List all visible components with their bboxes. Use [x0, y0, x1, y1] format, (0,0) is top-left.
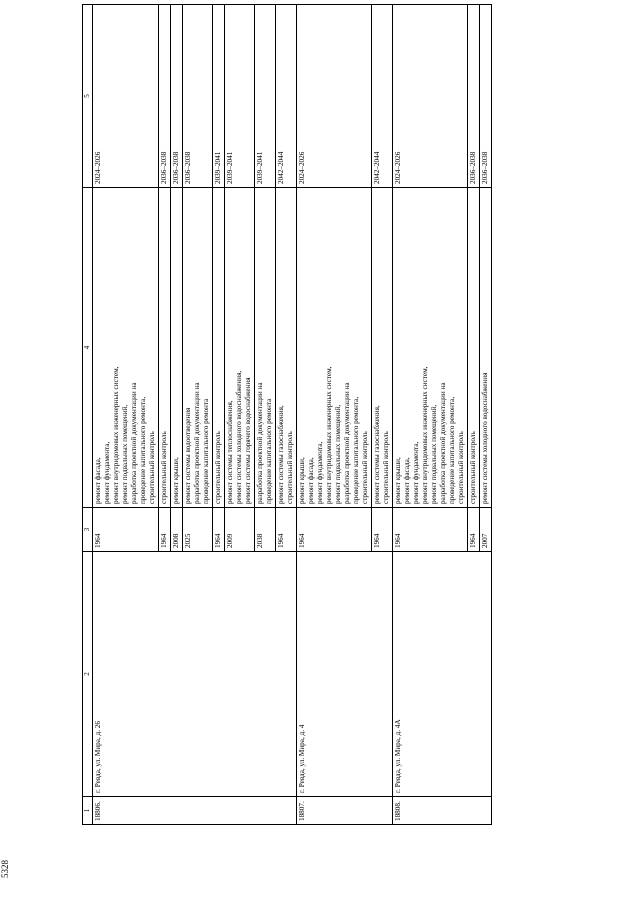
address: г. Ревда, ул. Мира, д. 26	[93, 552, 297, 797]
row-number: 18807.	[297, 797, 393, 825]
works-list: строительный контроль	[468, 188, 480, 508]
works-list: ремонт системы газоснабжения, строительный контроль	[276, 188, 297, 508]
column-number: 4	[83, 188, 93, 508]
period: 2036–2038	[171, 5, 183, 188]
works-list: строительный контроль	[213, 188, 225, 508]
period: 2039–2041	[255, 5, 276, 188]
year: 1964	[276, 508, 297, 552]
table-row	[93, 5, 159, 825]
table-row	[393, 5, 468, 825]
year: 2025	[183, 508, 213, 552]
period: 2024–2026	[393, 5, 468, 188]
period: 2024–2026	[297, 5, 372, 188]
period: 2036–2038	[480, 5, 492, 188]
period: 2024–2026	[93, 5, 159, 188]
year: 1964	[372, 508, 393, 552]
works-list: ремонт крыши,	[171, 188, 183, 508]
period: 2042–2044	[372, 5, 393, 188]
works-list: ремонт крыши, ремонт фасада, ремонт фундамента, ремонт внутридомовых инженерных систем, ремонт подвальных помещений, разработка проектной документации на проведение капитального ремонта, строительный контроль	[393, 188, 468, 508]
year: 1964	[393, 508, 468, 552]
works-list: ремонт крыши, ремонт фасада, ремонт фундамента, ремонт внутридомовых инженерных систем, ремонт подвальных помещений, разработка проектной документации на проведение капитального ремонта, строительный контроль	[297, 188, 372, 508]
year: 2007	[480, 508, 492, 552]
year: 1964	[213, 508, 225, 552]
column-number: 3	[83, 508, 93, 552]
year: 1964	[468, 508, 480, 552]
works-list: строительный контроль	[159, 188, 171, 508]
period: 2042–2044	[276, 5, 297, 188]
row-number: 18808.	[393, 797, 492, 825]
works-list: ремонт системы газоснабжения, строительный контроль	[372, 188, 393, 508]
works-list: ремонт системы холодного водоснабжения	[480, 188, 492, 508]
column-number: 5	[83, 5, 93, 188]
page-number: 5328	[0, 860, 10, 878]
address: г. Ревда, ул. Мира, д. 4	[297, 552, 393, 797]
works-list: ремонт фасада, ремонт фундамента, ремонт внутридомовых инженерных систем, ремонт подвальных помещений, разработка проектной документации на проведение капитального ремонта, строительный контроль	[93, 188, 159, 508]
period: 2036–2038	[159, 5, 171, 188]
works-list: разработка проектной документации на проведение капитального ремонта	[255, 188, 276, 508]
address: г. Ревда, ул. Мира, д. 4А	[393, 552, 492, 797]
rotated-table-container	[82, 5, 614, 825]
year: 1964	[159, 508, 171, 552]
period: 2036–2038	[468, 5, 480, 188]
year: 2038	[255, 508, 276, 552]
works-list: ремонт системы теплоснабжения, ремонт системы холодного водоснабжения, ремонт системы горячего водоснабжения	[225, 188, 255, 508]
year: 1964	[297, 508, 372, 552]
column-number: 2	[83, 552, 93, 797]
year: 2009	[225, 508, 255, 552]
works-list: ремонт системы водоотведения разработка проектной документации на проведение капитального ремонта	[183, 188, 213, 508]
period: 2036–2038	[183, 5, 213, 188]
year: 2008	[171, 508, 183, 552]
period: 2039–2041	[213, 5, 225, 188]
period: 2039–2041	[225, 5, 255, 188]
column-number: 1	[83, 797, 93, 825]
row-number: 18806.	[93, 797, 297, 825]
repair-schedule-table	[82, 4, 492, 825]
column-number-row	[83, 5, 93, 825]
year: 1964	[93, 508, 159, 552]
table-row	[297, 5, 372, 825]
